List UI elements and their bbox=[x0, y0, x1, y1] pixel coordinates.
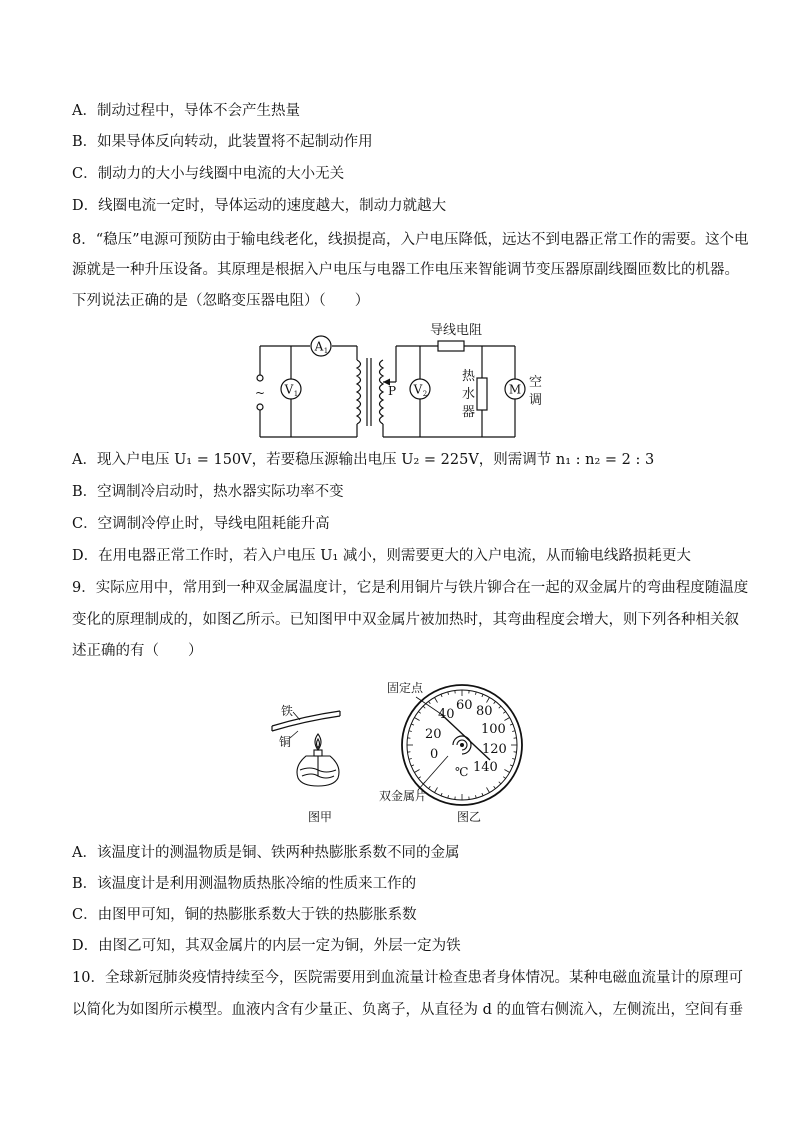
q9-option-d: D．由图乙可知，其双金属片的内层一定为铜，外层一定为铁 bbox=[72, 938, 461, 954]
ammeter-a1-label: A bbox=[314, 339, 324, 354]
q10-stem-line-1: 10．全球新冠肺炎疫情持续至今，医院需要用到血流量计检查患者身体情况。某种电磁血流量计的原理可 bbox=[72, 970, 743, 986]
dial-tick bbox=[435, 697, 438, 702]
dial-tick bbox=[487, 697, 490, 702]
dial-tick bbox=[482, 694, 483, 697]
dial-tick bbox=[418, 777, 420, 779]
q9-figure bbox=[260, 672, 530, 832]
dial-label-100: 100 bbox=[481, 722, 506, 737]
unit-label: ℃ bbox=[455, 765, 469, 779]
dial-tick bbox=[475, 692, 476, 695]
dial-tick bbox=[411, 724, 414, 725]
heater-resistor bbox=[477, 378, 487, 410]
dial-tick bbox=[512, 731, 515, 732]
q7-option-b: B．如果导体反向转动，此装置将不起制动作用 bbox=[72, 134, 373, 150]
dial-tick bbox=[414, 718, 419, 721]
q9-option-a: A．该温度计的测温物质是铜、铁两种热膨胀系数不同的金属 bbox=[72, 845, 460, 861]
dial-tick bbox=[429, 786, 431, 788]
dial-tick bbox=[475, 795, 476, 798]
terminal-bottom bbox=[257, 404, 263, 410]
q8-stem-line-2: 源就是一种升压设备。其原理是根据入户电压与电器工作电压来智能调节变压器原副线圈匝数比的机器。 bbox=[72, 262, 739, 278]
q9-stem-line-3: 述正确的有（ ） bbox=[72, 643, 203, 659]
voltmeter-v1-label: V bbox=[284, 382, 294, 397]
ac-unit-label-2: 调 bbox=[529, 393, 543, 408]
q8-circuit-diagram bbox=[250, 318, 550, 443]
dial-tick bbox=[504, 718, 509, 721]
q9-option-b: B．该温度计是利用测温物质热胀冷缩的性质来工作的 bbox=[72, 876, 417, 892]
voltmeter-v1-sub: 1 bbox=[293, 390, 299, 398]
heater-label-1: 热 bbox=[462, 369, 476, 384]
dial-tick bbox=[499, 706, 501, 708]
iron-label: 铁 bbox=[281, 704, 294, 718]
dial-tick bbox=[429, 701, 431, 703]
q8-stem-line-3: 下列说法正确的是（忽略变压器电阻）（ ） bbox=[72, 293, 370, 309]
dial-label-140: 140 bbox=[473, 760, 498, 775]
dial-tick bbox=[499, 782, 501, 784]
dial-label-20: 20 bbox=[425, 727, 442, 742]
dial-label-40: 40 bbox=[438, 707, 455, 722]
wire-resistance-label: 导线电阻 bbox=[430, 323, 483, 338]
ammeter-a1-sub: 1 bbox=[323, 347, 329, 355]
q8-option-c: C．空调制冷停止时，导线电阻耗能升高 bbox=[72, 516, 330, 532]
q8-option-a: A．现入户电压 U₁ = 150V，若要稳压源输出电压 U₂ = 225V，则需调节 n₁ : n₂ = 2 : 3 bbox=[72, 452, 655, 468]
voltmeter-v2-label: V bbox=[413, 382, 423, 397]
q8-stem-line-1: 8．“稳压”电源可预防由于输电线老化，线损提高，入户电压降低，远达不到电器正常工作的需要。这个电 bbox=[72, 232, 749, 248]
dial-tick bbox=[512, 758, 515, 759]
copper-label: 铜 bbox=[279, 735, 292, 749]
ac-symbol: ~ bbox=[254, 386, 266, 400]
dial-tick bbox=[494, 786, 496, 788]
dial-tick bbox=[487, 787, 490, 792]
dial-label-120: 120 bbox=[482, 742, 507, 757]
q7-option-d: D．线圈电流一定时，导体运动的速度越大，制动力就越大 bbox=[72, 198, 447, 214]
dial-label-0: 0 bbox=[430, 747, 439, 762]
dial-label-80: 80 bbox=[476, 704, 493, 719]
alcohol-lamp bbox=[297, 734, 339, 786]
fig-a-caption: 图甲 bbox=[308, 810, 333, 824]
slider-label: P bbox=[388, 384, 397, 398]
dial-tick bbox=[482, 793, 483, 796]
dial-tick bbox=[448, 692, 449, 695]
voltmeter-v2-sub: 2 bbox=[422, 390, 428, 398]
dial-tick bbox=[411, 765, 414, 766]
q10-stem-line-2: 以简化为如图所示模型。血液内含有少量正、负离子，从直径为 d 的血管右侧流入，左侧流出，空间有垂 bbox=[72, 1002, 743, 1018]
dial-tick bbox=[435, 787, 438, 792]
terminal-top bbox=[257, 375, 263, 381]
dial-tick bbox=[503, 777, 505, 779]
dial-tick bbox=[441, 694, 442, 697]
dial-tick bbox=[504, 770, 509, 773]
motor-label: M bbox=[508, 382, 522, 397]
dial-tick bbox=[448, 795, 449, 798]
dial-tick bbox=[409, 731, 412, 732]
fig-b-caption: 图乙 bbox=[457, 810, 482, 824]
heater-label-3: 器 bbox=[462, 405, 476, 420]
fixed-point-label: 固定点 bbox=[387, 681, 424, 695]
ac-unit-label-1: 空 bbox=[529, 375, 543, 390]
dial-tick bbox=[510, 724, 513, 725]
dial-tick bbox=[414, 770, 419, 773]
dial-tick bbox=[510, 765, 513, 766]
q7-option-a: A．制动过程中，导体不会产生热量 bbox=[72, 103, 300, 119]
q8-option-d: D．在用电器正常工作时，若入户电压 U₁ 减小，则需要更大的入户电流，从而输电线路损耗更大 bbox=[72, 548, 691, 564]
q9-stem-line-1: 9．实际应用中，常用到一种双金属温度计，它是利用铜片与铁片铆合在一起的双金属片的弯曲程度随温度 bbox=[72, 580, 749, 596]
heater-label-2: 水 bbox=[462, 387, 476, 402]
dial-tick bbox=[503, 712, 505, 714]
q9-option-c: C．由图甲可知，铜的热膨胀系数大于铁的热膨胀系数 bbox=[72, 907, 417, 923]
dial-tick bbox=[418, 712, 420, 714]
dial-tick bbox=[494, 701, 496, 703]
dial-tick bbox=[441, 793, 442, 796]
q8-option-b: B．空调制冷启动时，热水器实际功率不变 bbox=[72, 484, 344, 500]
dial-label-60: 60 bbox=[456, 698, 473, 713]
dial-tick bbox=[423, 706, 425, 708]
q9-stem-line-2: 变化的原理制成的，如图乙所示。已知图甲中双金属片被加热时，其弯曲程度会增大，则下列各种相关叙 bbox=[72, 612, 739, 628]
wire-resistor bbox=[438, 341, 464, 351]
dial-tick bbox=[409, 758, 412, 759]
q7-option-c: C．制动力的大小与线圈中电流的大小无关 bbox=[72, 166, 345, 182]
bimetal-label: 双金属片 bbox=[379, 789, 428, 803]
